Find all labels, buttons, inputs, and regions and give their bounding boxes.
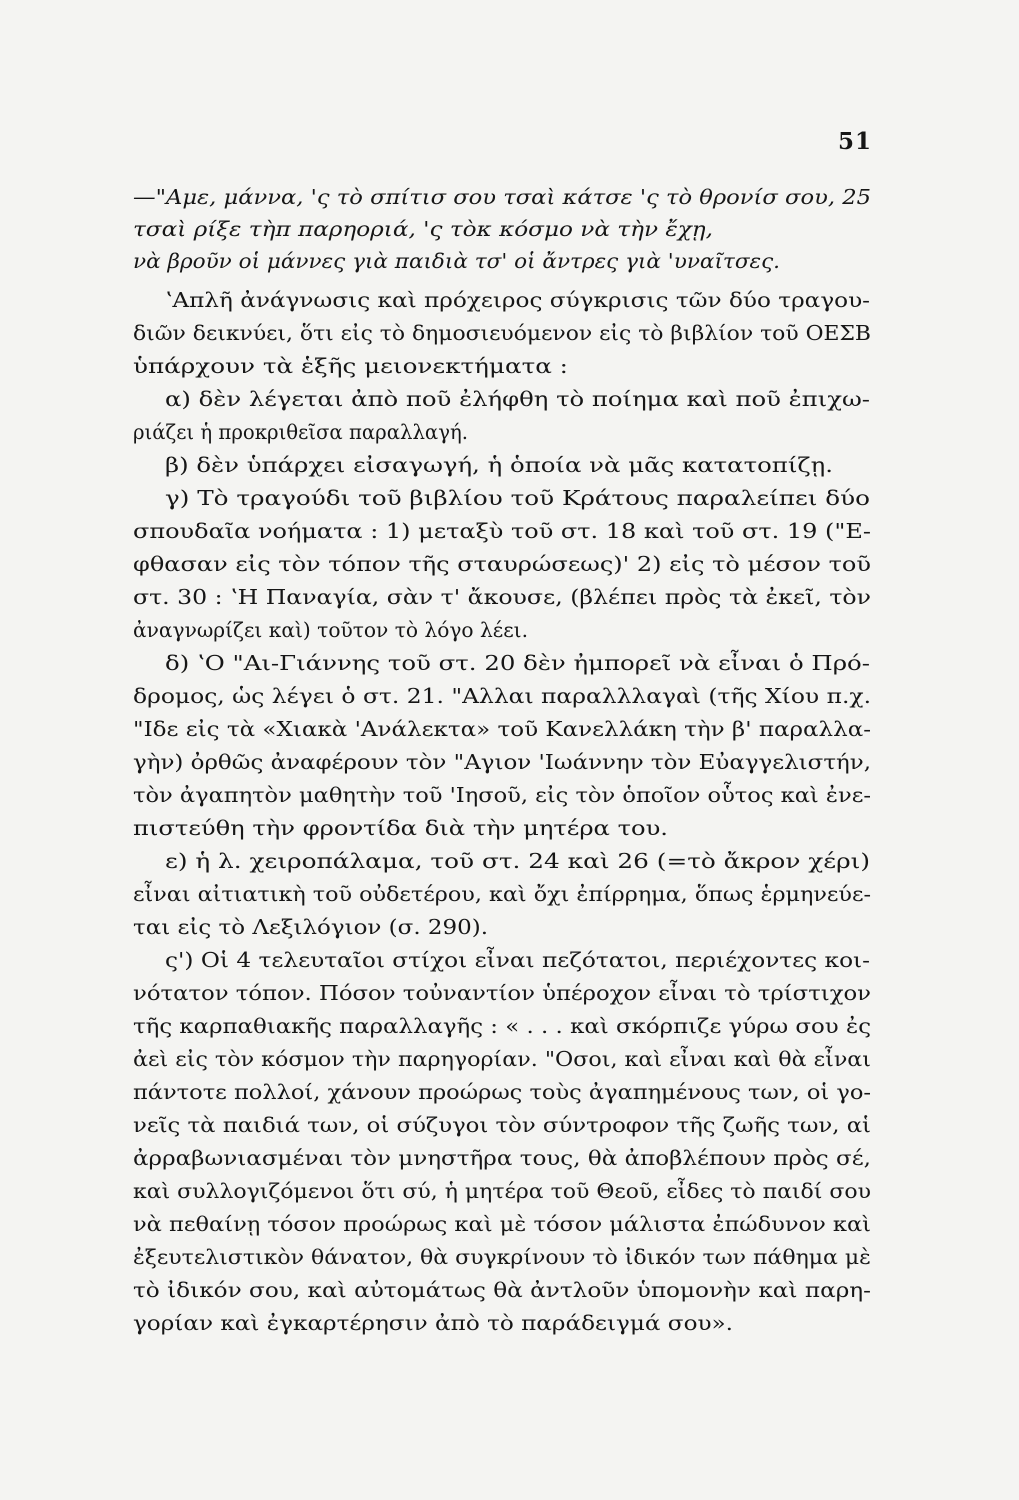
verse-line: τσαὶ ρίξε τὴπ παρηοριά, 'ς τὸκ κόσμο νὰ τὴν ἔχῃ, (133, 217, 713, 241)
text-line: γ) Τὸ τραγούδι τοῦ βιβλίου τοῦ Κράτους παραλείπει δύο (165, 486, 870, 510)
text-line: ὑπάρχουν τὰ ἑξῆς μειονεκτήματα : (133, 354, 568, 378)
text-line: ται εἰς τὸ Λεξιλόγιον (σ. 290). (133, 915, 488, 939)
text-line: "Ιδε εἰς τὰ «Χιακὰ 'Ανάλεκτα» τοῦ Κανελλάκη τὴν β' παραλλα- (133, 717, 871, 741)
text-line: γὴν) ὀρθῶς ἀναφέρουν τὸν "Αγιον 'Ιωάννην τὸν Εὐαγγελιστήν, (133, 750, 871, 774)
page-number: 51 (838, 128, 873, 155)
text-line: τῆς καρπαθιακῆς παραλλαγῆς : « . . . καὶ σκόρπιζε γύρω σου ἐς (133, 1014, 871, 1038)
text-line: ʽΑπλῆ ἀνάγνωσις καὶ πρόχειρος σύγκρισις τῶν δύο τραγου- (165, 288, 870, 312)
text-line: ἀεὶ εἰς τὸν κόσμον τὴν παρηγορίαν. "Οσοι, καὶ εἶναι καὶ θὰ εἶναι (133, 1047, 871, 1071)
verse-line: νὰ βροῦν οἱ μάννες γιὰ παιδιὰ τσ' οἱ ἄντρες γιὰ 'υναῖτσες. (133, 249, 780, 273)
verse-line: —"Αμε, μάννα, 'ς τὸ σπίτισ σου τσαὶ κάτσε 'ς τὸ θρονίσ σου, 25 (133, 185, 871, 209)
text-line: σπουδαῖα νοήματα : 1) μεταξὺ τοῦ στ. 18 καὶ τοῦ στ. 19 ("Ε- (133, 519, 871, 543)
text-line: τὸν ἀγαπητὸν μαθητὴν τοῦ 'Ιησοῦ, εἰς τὸν ὁποῖον οὗτος καὶ ἐνε- (133, 783, 871, 807)
text-line: ριάζει ἡ προκριθεῖσα παραλλαγή. (133, 420, 468, 444)
text-line: δ) ʽΟ "Αι-Γιάννης τοῦ στ. 20 δὲν ἠμπορεῖ νὰ εἶναι ὁ Πρό- (165, 651, 870, 675)
text-line: νεῖς τὰ παιδιά των, οἱ σύζυγοι τὸν σύντροφον τῆς ζωῆς των, αἱ (133, 1113, 872, 1137)
text-line: φθασαν εἰς τὸν τόπον τῆς σταυρώσεως)' 2) εἰς τὸ μέσον τοῦ (133, 552, 872, 576)
text-line: εἶναι αἰτιατικὴ τοῦ οὐδετέρου, καὶ ὄχι ἐπίρρημα, ὅπως ἑρμηνεύε- (133, 882, 871, 906)
text-line: ε) ἡ λ. χειροπάλαμα, τοῦ στ. 24 καὶ 26 (=τὸ ἄκρον χέρι) (165, 849, 870, 873)
text-line: στ. 30 : ʽΗ Παναγία, σὰν τ' ἄκουσε, (βλέπει πρὸς τὰ ἐκεῖ, τὸν (133, 585, 871, 609)
text-line: νὰ πεθαίνῃ τόσον προώρως καὶ μὲ τόσον μάλιστα ἐπώδυνον καὶ (133, 1212, 872, 1236)
text-line: πάντοτε πολλοί, χάνουν προώρως τοὺς ἀγαπημένους των, οἱ γο- (133, 1080, 871, 1104)
text-line: α) δὲν λέγεται ἀπὸ ποῦ ἐλήφθη τὸ ποίημα καὶ ποῦ ἐπιχω- (165, 387, 870, 411)
text-line: πιστεύθη τὴν φροντίδα διὰ τὴν μητέρα του. (133, 816, 668, 840)
text-line: γορίαν καὶ ἐγκαρτέρησιν ἀπὸ τὸ παράδειγμά σου». (133, 1311, 733, 1335)
text-line: ς') Οἱ 4 τελευταῖοι στίχοι εἶναι πεζότατοι, περιέχοντες κοι- (165, 948, 870, 972)
text-line: δρομος, ὡς λέγει ὁ στ. 21. "Αλλαι παραλλλαγαὶ (τῆς Χίου π.χ. (133, 684, 871, 708)
text-line: καὶ συλλογιζόμενοι ὅτι σύ, ἡ μητέρα τοῦ Θεοῦ, εἶδες τὸ παιδί σου (133, 1179, 872, 1203)
text-line: ἐξευτελιστικὸν θάνατον, θὰ συγκρίνουν τὸ ἰδικόν των πάθημα μὲ (133, 1245, 871, 1269)
text-line: τὸ ἰδικόν σου, καὶ αὐτομάτως θὰ ἀντλοῦν ὑπομονὴν καὶ παρη- (133, 1278, 871, 1302)
text-line: β) δὲν ὑπάρχει εἰσαγωγή, ἡ ὁποία νὰ μᾶς κατατοπίζῃ. (165, 453, 833, 477)
text-line: νότατον τόπον. Πόσον τοὐναντίον ὑπέροχον εἶναι τὸ τρίστιχον (133, 981, 871, 1005)
text-line: ἀναγνωρίζει καὶ) τοῦτον τὸ λόγο λέει. (133, 618, 528, 642)
text-line: ἀρραβωνιασμέναι τὸν μνηστῆρα τους, θὰ ἀποβλέπουν πρὸς σέ, (133, 1146, 871, 1170)
text-line: διῶν δεικνύει, ὅτι εἰς τὸ δημοσιευόμενον εἰς τὸ βιβλίον τοῦ ΟΕΣΒ (133, 321, 871, 345)
